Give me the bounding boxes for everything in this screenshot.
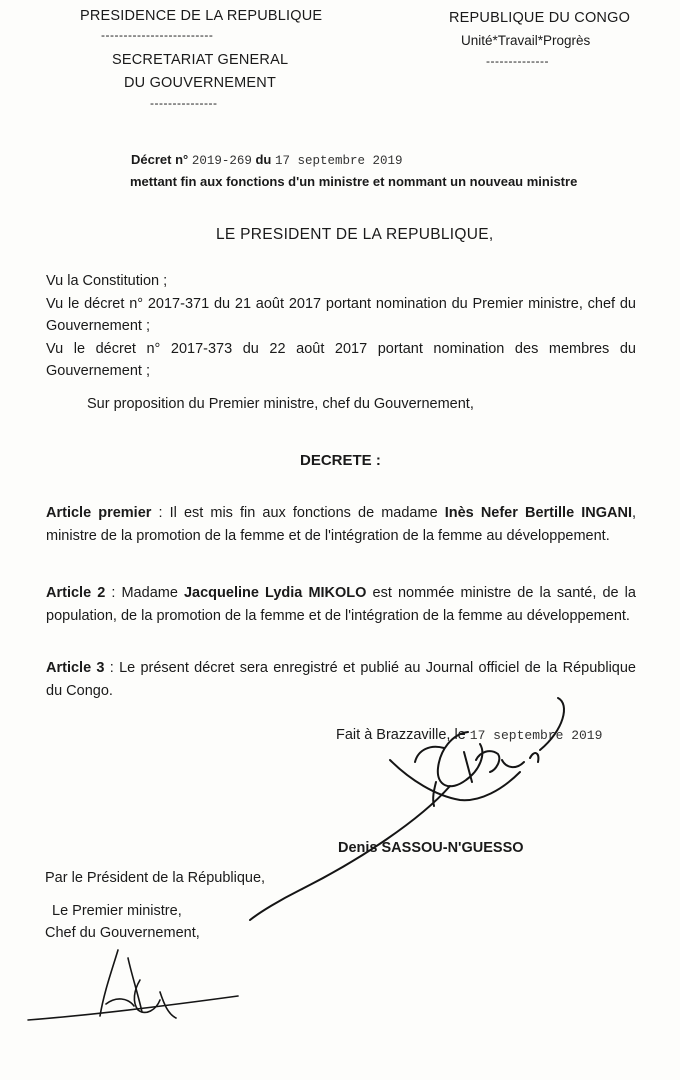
person-name: Inès Nefer Bertille INGANI [444, 505, 632, 521]
article-text: est nommée ministre de la santé, de la population, de la promotion de la femme et de l'intégration de la femme au développement. [46, 585, 636, 624]
decree-reference [131, 152, 403, 168]
considerations [46, 270, 636, 383]
document-title: LE PRESIDENT DE LA REPUBLIQUE, [216, 226, 494, 243]
prime-minister-signature [20, 940, 250, 1030]
signature-date: 17 septembre 2019 [469, 728, 603, 743]
gouvernement-heading: DU GOUVERNEMENT [124, 75, 277, 91]
decree-du: du [255, 152, 272, 167]
article-text: , ministre de la promotion de la femme et de l'intégration de la femme au développement. [46, 505, 636, 544]
header-separator: ------------------------- [101, 28, 214, 42]
header-separator: -------------- [486, 54, 549, 68]
decree-date: 17 septembre 2019 [275, 154, 403, 168]
article-1 [46, 502, 636, 547]
decree-number: 2019-269 [191, 154, 252, 168]
republic-heading: REPUBLIQUE DU CONGO [449, 10, 631, 26]
decree-subject: mettant fin aux fonctions d'un ministre et nommant un nouveau ministre [130, 174, 578, 189]
article-text: : Il est mis fin aux fonctions de madame [151, 505, 445, 521]
presidence-heading: PRESIDENCE DE LA REPUBLIQUE [80, 8, 323, 24]
article-label: Article premier [46, 505, 152, 521]
secretariat-heading: SECRETARIAT GENERAL [112, 52, 289, 68]
decrete-heading: DECRETE : [300, 452, 381, 469]
countersign-title: Le Premier ministre, [52, 903, 182, 919]
article-label: Article 2 [46, 585, 106, 601]
countersign-line: Par le Président de la République, [45, 870, 266, 886]
consideration-item: Vu la Constitution ; [46, 273, 168, 289]
article-text: : Le présent décret sera enregistré et publié au Journal officiel de la République du Congo. [46, 660, 636, 699]
consideration-item: Vu le décret n° 2017-373 du 22 août 2017 portant nomination des membres du Gouvernement ; [46, 340, 636, 379]
person-name: Jacqueline Lydia MIKOLO [183, 585, 367, 601]
republic-motto: Unité*Travail*Progrès [461, 33, 591, 48]
proposal-line: Sur proposition du Premier ministre, chef du Gouvernement, [87, 396, 474, 412]
article-text: : Madame [105, 585, 184, 601]
president-signature [240, 690, 590, 930]
consideration-item: Vu le décret n° 2017-371 du 21 août 2017 portant nomination du Premier ministre, chef du Gouvernement ; [46, 295, 636, 334]
header-separator: --------------- [150, 96, 218, 110]
decree-label: Décret n° [131, 152, 189, 167]
signature-place: Fait à Brazzaville, le [336, 727, 466, 743]
article-label: Article 3 [46, 660, 105, 676]
countersign-title: Chef du Gouvernement, [45, 925, 200, 941]
article-2 [46, 582, 636, 627]
president-name: Denis SASSOU-N'GUESSO [338, 840, 524, 856]
